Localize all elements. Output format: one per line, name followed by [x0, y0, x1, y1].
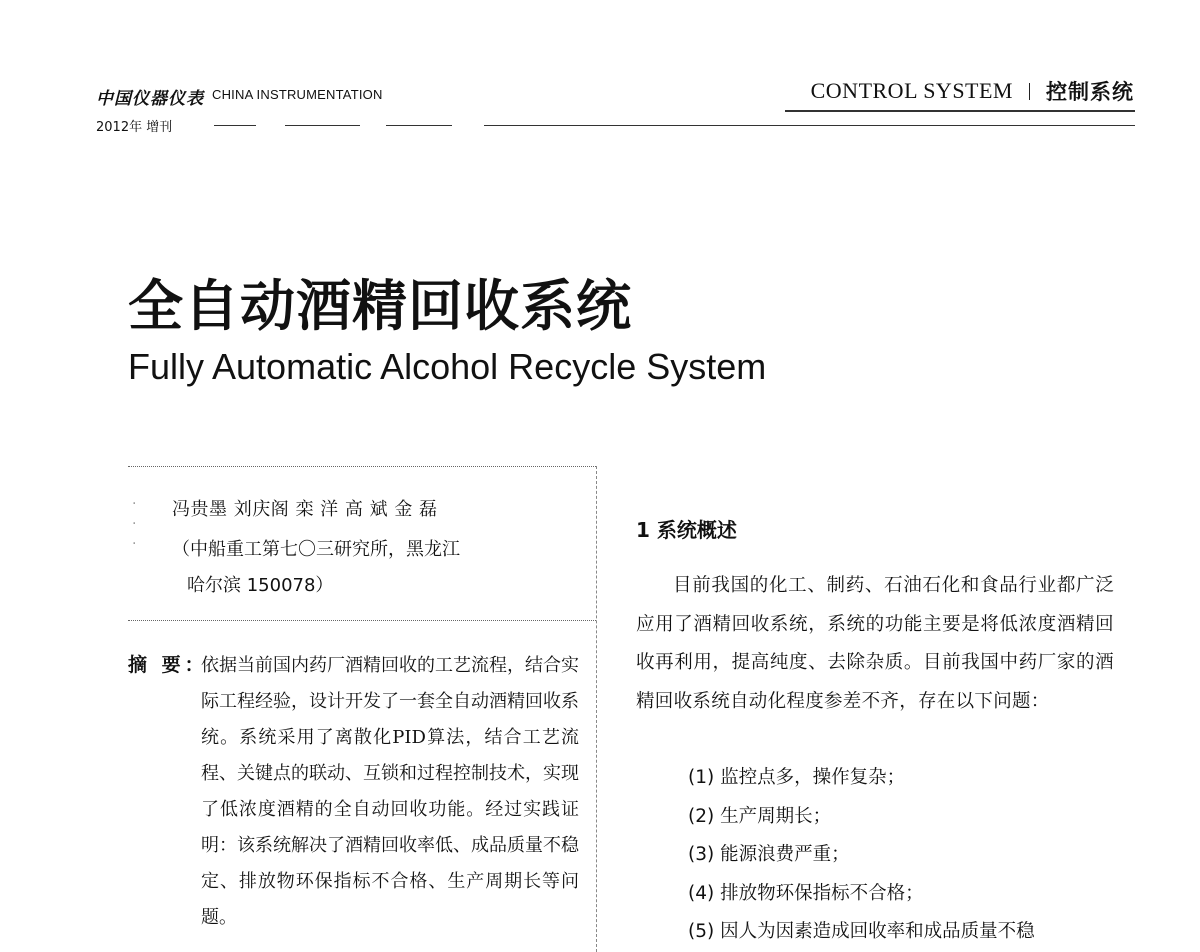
author-box-top-rule	[128, 466, 596, 467]
header-rule-segment	[386, 125, 452, 126]
article-title-zh: 全自动酒精回收系统	[128, 274, 633, 338]
abstract-text: 依据当前国内药厂酒精回收的工艺流程，结合实际工程经验，设计开发了一套全自动酒精回收系统。系统采用了离散化PID算法，结合工艺流程、关键点的联动、互锁和过程控制技术，实现了低浓度酒精的全自动回收功能。经过实践证明：该系统解决了酒精回收率低、成品质量不稳定、排放物环保指标不合格、生产周期长等问题。	[201, 655, 579, 928]
section-heading: 1 系统概述	[636, 518, 737, 542]
journal-name-en: CHINA INSTRUMENTATION	[212, 87, 383, 102]
list-item: (3) 能源浪费严重；	[688, 844, 850, 865]
section-separator	[1029, 83, 1030, 100]
section-name-zh: 控制系统	[1046, 80, 1134, 104]
header-rule-segment	[285, 125, 360, 126]
issue-label: 2012年 增刊	[96, 120, 173, 135]
list-item: (1) 监控点多，操作复杂；	[688, 767, 906, 788]
section-name-en: CONTROL SYSTEM	[810, 78, 1013, 103]
problem-list	[688, 759, 1035, 952]
affiliation-line-2: 哈尔滨 150078）	[187, 575, 334, 596]
journal-logo-zh: 中国仪器仪表	[96, 89, 204, 109]
affiliation-line-1: （中船重工第七〇三研究所，黑龙江	[172, 539, 460, 560]
list-item: (5) 因人为因素造成回收率和成品质量不稳	[688, 921, 1035, 942]
author-box-right-rule	[596, 466, 597, 952]
abstract-label: 摘 要：	[128, 654, 208, 676]
section-paragraph: 目前我国的化工、制药、石油石化和食品行业都广泛应用了酒精回收系统，系统的功能主要是将低浓度酒精回收再利用，提高纯度、去除杂质。目前我国中药厂家的酒精回收系统自动化程度参差不齐，存在以下问题：	[636, 575, 1114, 712]
authors: 冯贵墨 刘庆阁 栾 洋 高 斌 金 磊	[172, 499, 438, 520]
author-box-bottom-rule	[128, 620, 596, 621]
list-item: (2) 生产周期长；	[688, 805, 832, 827]
list-item: (4) 排放物环保指标不合格；	[688, 882, 924, 904]
header-rule-main	[785, 110, 1135, 112]
header-rule-segment	[774, 125, 1135, 126]
header-rule-segment	[484, 125, 774, 126]
header-rule-segment	[214, 125, 256, 126]
decorative-marks: · · ·	[132, 496, 137, 552]
article-title-en: Fully Automatic Alcohol Recycle System	[128, 346, 767, 387]
section-header	[811, 76, 1134, 106]
